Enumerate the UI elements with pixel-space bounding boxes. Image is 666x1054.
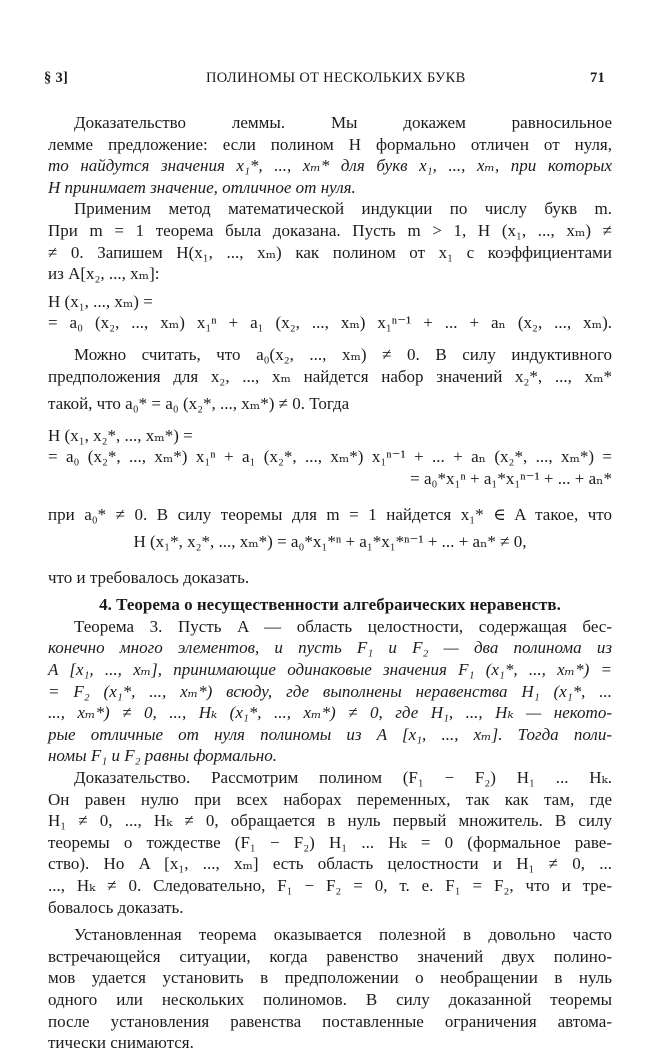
text-line: Установленная теорема оказывается полезной в довольно часто <box>74 925 612 945</box>
text-line: ство). Но A [x₁, ..., xₘ] есть область целостности и H₁ ≠ 0, ... <box>48 854 612 874</box>
text-line: при a₀* ≠ 0. В силу теоремы для m = 1 найдется x₁* ∈ A такое, что <box>48 504 612 524</box>
text-line: A [x₁, ..., xₘ], принимающие одинаковые значения F₁ (x₁*, ..., xₘ*) = <box>48 660 612 680</box>
text-line: = a₀ (x₂*, ..., xₘ*) x₁ⁿ + a₁ (x₂*, ..., xₘ*) x₁ⁿ⁻¹ + ... + aₙ (x₂*, ..., xₘ*) = <box>48 447 612 467</box>
text-line: лемме предложение: если полином H формально отличен от нуля, <box>48 134 612 154</box>
running-title: ПОЛИНОМЫ ОТ НЕСКОЛЬКИХ БУКВ <box>206 70 466 86</box>
text-line: Он равен нулю при всех наборах переменных, так как там, где <box>48 789 612 809</box>
text-line: одного или нескольких полиномов. В силу доказанной теоремы <box>48 989 612 1009</box>
text-line: H (x₁, ..., xₘ) = <box>48 291 153 311</box>
text-line: H принимает значение, отличное от нуля. <box>48 177 356 197</box>
text-line: = F₂ (x₁*, ..., xₘ*) всюду, где выполнены неравенства H₁ (x₁*, ... <box>48 681 612 701</box>
text-line: Доказательство леммы. Мы докажем равносильное <box>74 113 612 132</box>
text-line: то найдутся значения x₁*, ..., xₘ* для букв x₁, ..., xₘ, при которых <box>48 156 612 176</box>
text-line: Применим метод математической индукции по числу букв m. <box>74 199 612 219</box>
text-line: При m = 1 теорема была доказана. Пусть m > 1, H (x₁, ..., xₘ) ≠ <box>48 220 612 240</box>
text-line: бовалось доказать. <box>48 897 184 917</box>
text-line: рые отличные от нуля полиномы из A [x₁, ..., xₘ]. Тогда поли- <box>48 724 612 744</box>
text-line: предположения для x₂, ..., xₘ найдется набор значений x₂*, ..., xₘ* <box>48 366 612 386</box>
page-number: 71 <box>590 70 606 86</box>
text-line: Доказательство. Рассмотрим полином (F₁ − F₂) H₁ ... Hₖ. <box>74 768 612 788</box>
page-body <box>48 112 612 1054</box>
text-line: такой, что a₀* = a₀ (x₂*, ..., xₘ*) ≠ 0. Тогда <box>48 394 350 414</box>
text-line: из A[x₂, ..., xₘ]: <box>48 264 160 284</box>
text-line: что и требовалось доказать. <box>48 567 250 587</box>
text-line: H₁ ≠ 0, ..., Hₖ ≠ 0, обращается в нуль первый множитель. В силу <box>48 811 612 831</box>
text-line: тически снимаются. <box>48 1033 194 1053</box>
text-line: конечно много элементов, и пусть F₁ и F₂ — два полинома из <box>48 638 612 658</box>
text-line: H (x₁, x₂*, ..., xₘ*) = <box>48 425 193 445</box>
text-line: = a₀*x₁ⁿ + a₁*x₁ⁿ⁻¹ + ... + aₙ* <box>410 468 612 488</box>
text-line: теоремы о тождестве (F₁ − F₂) H₁ ... Hₖ = 0 (формальное раве- <box>48 832 612 852</box>
text-line: Можно считать, что a₀(x₂, ..., xₘ) ≠ 0. В силу индуктивного <box>74 344 612 364</box>
text-line: мов удается установить в предположении о необращении в нуль <box>48 968 612 988</box>
text-line: номы F₁ и F₂ равны формально. <box>48 746 277 766</box>
text-line: ..., Hₖ ≠ 0. Следовательно, F₁ − F₂ = 0, т. е. F₁ = F₂, что и тре- <box>48 876 612 895</box>
text-line: после установления равенства поставленные ограничения автома- <box>48 1011 612 1031</box>
text-line: Теорема 3. Пусть A — область целостности, содержащая бес- <box>74 616 612 636</box>
section-marker: § 3] <box>44 70 69 86</box>
section-heading: 4. Теорема о несущественности алгебраических неравенств. <box>99 595 561 615</box>
text-line: H (x₁*, x₂*, ..., xₘ*) = a₀*x₁*ⁿ + a₁*x₁*ⁿ⁻¹ + ... + aₙ* ≠ 0, <box>133 532 527 552</box>
text-line: ≠ 0. Запишем H(x₁, ..., xₘ) как полином от x₁ с коэффициентами <box>48 242 612 262</box>
text-line: ..., xₘ*) ≠ 0, ..., Hₖ (x₁*, ..., xₘ*) ≠ 0, где H₁, ..., Hₖ — некото- <box>48 703 612 723</box>
text-line: = a₀ (x₂, ..., xₘ) x₁ⁿ + a₁ (x₂, ..., xₘ) x₁ⁿ⁻¹ + ... + aₙ (x₂, ..., xₘ). <box>48 313 612 333</box>
text-line: встречающейся ситуации, когда равенство значений двух полино- <box>48 946 612 966</box>
